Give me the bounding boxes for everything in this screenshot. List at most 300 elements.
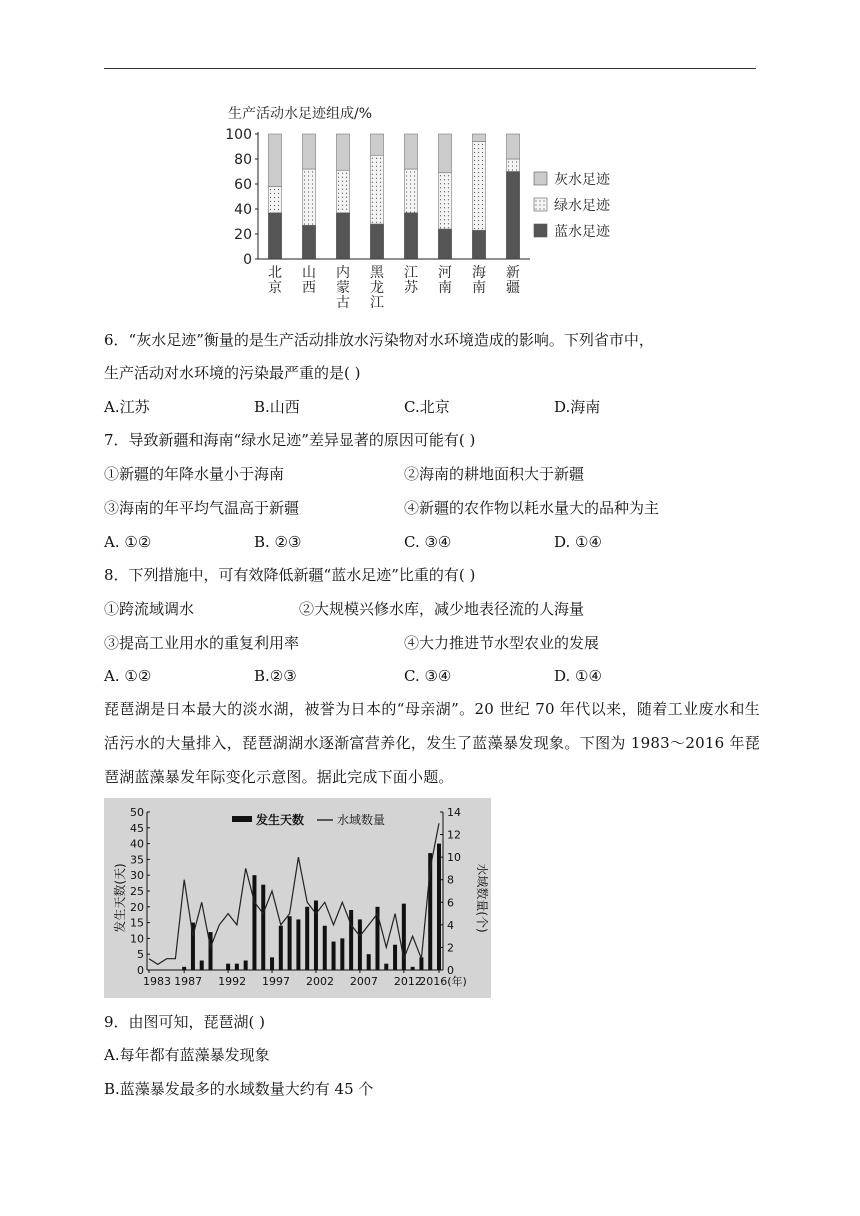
- chart1-bar-dot: [474, 216, 475, 217]
- chart1-bar-dot: [342, 177, 343, 178]
- chart1-bar-dot: [482, 160, 483, 161]
- chart1-bar-dot: [440, 207, 441, 208]
- chart1-bar-segment: [507, 134, 520, 159]
- chart1-bar-dot: [482, 152, 483, 153]
- chart1-bar-dot: [308, 203, 309, 204]
- chart1-bar-dot: [312, 199, 313, 200]
- chart1-bar-dot: [474, 208, 475, 209]
- chart1-bar-dot: [482, 144, 483, 145]
- chart1-bar-dot: [346, 197, 347, 198]
- q9-option-b: B.蓝藻暴发最多的水域数量大约有 45 个: [104, 1080, 374, 1098]
- chart1-y-tick-label: 40: [234, 202, 252, 218]
- chart1-bar-dot: [478, 168, 479, 169]
- chart1-bar-dot: [478, 184, 479, 185]
- chart2-left-tick-label: 40: [130, 837, 144, 851]
- chart1-bar-dot: [346, 177, 347, 178]
- chart2-bar: [288, 916, 292, 970]
- chart1-legend-dot: [539, 204, 540, 205]
- chart1-legend-dot: [543, 204, 544, 205]
- q6-option-a: A.江苏: [104, 398, 150, 416]
- chart1-bar-dot: [414, 195, 415, 196]
- chart1-bar-dot: [274, 205, 275, 206]
- chart1-y-tick-label: 60: [234, 177, 252, 193]
- chart1-bar-dot: [312, 191, 313, 192]
- chart1-bar-dot: [312, 223, 313, 224]
- chart2-bar: [340, 938, 344, 970]
- chart2-right-tick-label: 14: [447, 806, 461, 819]
- chart1-bar-dot: [376, 190, 377, 191]
- chart1-bar-dot: [304, 183, 305, 184]
- chart1-bar-dot: [478, 180, 479, 181]
- chart1-bar-dot: [346, 205, 347, 206]
- chart1-bar-dot: [278, 201, 279, 202]
- chart1-bar-dot: [312, 215, 313, 216]
- chart1-bar-dot: [414, 199, 415, 200]
- chart1-bar-dot: [444, 179, 445, 180]
- chart1-bar-dot: [414, 183, 415, 184]
- chart2-bar: [332, 942, 336, 970]
- chart1-bar-dot: [474, 160, 475, 161]
- chart1-bar-dot: [308, 207, 309, 208]
- chart1-x-tick-label: 龙: [370, 280, 384, 296]
- chart1-bar-dot: [342, 201, 343, 202]
- chart1-y-tick-label: 80: [234, 152, 252, 168]
- chart1-bar-dot: [448, 183, 449, 184]
- chart1-bar-dot: [346, 173, 347, 174]
- chart1-x-tick-label: 河: [438, 265, 452, 281]
- chart1-bar-dot: [304, 195, 305, 196]
- chart1-bar-dot: [372, 222, 373, 223]
- chart1-bar-dot: [512, 169, 513, 170]
- chart1-bar-dot: [444, 219, 445, 220]
- chart1-bar-segment: [507, 172, 520, 260]
- chart1-bar-dot: [474, 148, 475, 149]
- q8-option-a: A. ①②: [104, 667, 152, 685]
- chart1-bar-dot: [372, 170, 373, 171]
- chart1-bar-dot: [474, 212, 475, 213]
- chart1-bar-segment: [439, 173, 452, 229]
- q9-stem: 9．由图可知，琵琶湖( ): [104, 1013, 266, 1031]
- chart1-bar-dot: [380, 190, 381, 191]
- chart2-x-tick-label: 2002: [305, 975, 334, 988]
- passage-text: 琵琶湖是日本最大的淡水湖，被誉为日本的“母亲湖”。20 世纪 70 年代以来，随着工业废水和生活污水的大量排入，琵琶湖湖水逐渐富营养化，发生了蓝藻暴发现象。下图为 1983～2016 年琵琶湖蓝藻暴发年际变化示意图。据此完成下面小题。: [104, 700, 760, 786]
- chart1-bar-dot: [304, 203, 305, 204]
- chart1-bar-dot: [444, 203, 445, 204]
- chart1-bar-dot: [448, 203, 449, 204]
- chart1-bar-dot: [380, 218, 381, 219]
- chart1-bar-dot: [482, 168, 483, 169]
- chart1-bar-dot: [440, 227, 441, 228]
- chart1-bar-dot: [448, 191, 449, 192]
- chart1-bar-dot: [278, 189, 279, 190]
- q8-statement-2: ②大规模兴修水库，减少地表径流的人海量: [299, 600, 585, 618]
- chart1-bar-dot: [478, 196, 479, 197]
- chart1-bar-dot: [308, 219, 309, 220]
- chart1-y-tick-label: 0: [243, 252, 252, 268]
- q7-option-b: B. ②③: [254, 533, 302, 551]
- chart1-bar-dot: [380, 210, 381, 211]
- chart1-bar-dot: [338, 197, 339, 198]
- chart2-bar: [393, 945, 397, 970]
- chart1-bar-dot: [478, 144, 479, 145]
- chart1-bar-dot: [440, 211, 441, 212]
- chart1-bar-dot: [372, 198, 373, 199]
- chart1-bar-dot: [406, 211, 407, 212]
- chart1-bar-dot: [372, 210, 373, 211]
- chart1-legend-swatch: [534, 224, 547, 237]
- chart1-bar-dot: [312, 171, 313, 172]
- chart1-bar-dot: [278, 205, 279, 206]
- q7-statement-4: ④新疆的农作物以耗水量大的品种为主: [404, 499, 660, 517]
- chart1-bar-dot: [448, 219, 449, 220]
- chart1-bar-dot: [312, 211, 313, 212]
- chart1-bar-dot: [478, 152, 479, 153]
- chart1-bar-dot: [478, 228, 479, 229]
- chart1-bar-dot: [372, 182, 373, 183]
- chart1-bar-dot: [474, 164, 475, 165]
- chart1-bar-segment: [269, 187, 282, 213]
- chart2-left-tick-label: 30: [130, 869, 144, 883]
- chart1-legend-dot: [535, 200, 536, 201]
- chart1-bar-segment: [439, 134, 452, 173]
- chart1-bar-dot: [414, 175, 415, 176]
- chart1-bar-dot: [448, 195, 449, 196]
- q8-option-c: C. ③④: [404, 667, 452, 685]
- chart1-bar-dot: [406, 179, 407, 180]
- chart1-bar-dot: [342, 197, 343, 198]
- chart1-bar-dot: [274, 209, 275, 210]
- chart1-bar-dot: [304, 175, 305, 176]
- chart1-bar-dot: [512, 161, 513, 162]
- chart1-bar-dot: [304, 211, 305, 212]
- chart1-bar-dot: [508, 161, 509, 162]
- chart1-x-tick-label: 古: [336, 295, 350, 311]
- chart1-bar-dot: [338, 193, 339, 194]
- chart1-bar-dot: [478, 212, 479, 213]
- chart1-bar-dot: [478, 208, 479, 209]
- chart2-bar: [323, 926, 327, 970]
- chart1-x-tick-label: 苏: [404, 280, 418, 296]
- chart1-bar-dot: [448, 223, 449, 224]
- chart2-bar: [252, 875, 256, 970]
- chart1-bar-dot: [346, 201, 347, 202]
- chart1-bar-dot: [270, 201, 271, 202]
- q6-option-b: B.山西: [254, 398, 300, 416]
- chart1-bar-dot: [406, 175, 407, 176]
- chart1-bar-dot: [474, 172, 475, 173]
- chart1-bar-dot: [376, 178, 377, 179]
- chart2-legend-bar-swatch: [232, 816, 252, 822]
- chart1-bar-dot: [304, 191, 305, 192]
- chart1-bar-dot: [478, 176, 479, 177]
- chart1-bar-dot: [482, 220, 483, 221]
- chart1-bar-dot: [444, 223, 445, 224]
- chart1-bar-dot: [444, 227, 445, 228]
- chart2-legend-line-label: 水域数量: [337, 813, 386, 827]
- chart1-bar-dot: [440, 183, 441, 184]
- chart1-legend-label: 蓝水足迹: [554, 224, 610, 240]
- chart1-bar-dot: [270, 197, 271, 198]
- chart1-bar-dot: [274, 193, 275, 194]
- chart1-bar-segment: [303, 225, 316, 259]
- chart1-bar-dot: [410, 203, 411, 204]
- chart2-x-tick-label: 1992: [218, 975, 247, 988]
- chart1-bar-segment: [337, 213, 350, 259]
- chart1-x-tick-label: 京: [268, 280, 282, 296]
- chart1-bar-dot: [414, 203, 415, 204]
- chart1-bar-dot: [474, 180, 475, 181]
- chart1-bar-dot: [338, 181, 339, 182]
- chart1-legend-dot: [535, 208, 536, 209]
- q7-option-d: D. ①④: [554, 533, 602, 551]
- chart2-bar: [182, 967, 186, 970]
- chart1-bar-dot: [440, 195, 441, 196]
- chart1-bar-segment: [439, 229, 452, 259]
- q8-option-d: D. ①④: [554, 667, 602, 685]
- q6-option-d: D.海南: [554, 398, 601, 416]
- chart1-bar-dot: [376, 206, 377, 207]
- chart1-bar-dot: [406, 195, 407, 196]
- chart1-bar-dot: [444, 199, 445, 200]
- chart1-bar-dot: [308, 171, 309, 172]
- chart1-bar-dot: [478, 156, 479, 157]
- chart1-bar-dot: [440, 199, 441, 200]
- chart1-bar-dot: [304, 199, 305, 200]
- chart2-x-tick-label: 2016(年): [419, 975, 467, 988]
- chart1-bar-dot: [414, 187, 415, 188]
- chart1-bar-dot: [270, 193, 271, 194]
- chart1-bar-segment: [303, 169, 316, 225]
- chart1-bar-dot: [482, 164, 483, 165]
- chart1-bar-dot: [380, 162, 381, 163]
- chart1-bar-dot: [304, 219, 305, 220]
- chart1-bar-segment: [405, 213, 418, 259]
- chart1-bar-dot: [380, 170, 381, 171]
- chart1-bar-segment: [269, 213, 282, 259]
- chart1-bar-dot: [474, 184, 475, 185]
- chart1-bar-dot: [312, 183, 313, 184]
- chart1-x-tick-label: 黑: [370, 265, 384, 281]
- chart1-bar-dot: [482, 196, 483, 197]
- chart1-bar-dot: [482, 180, 483, 181]
- chart2-left-tick-label: 45: [130, 821, 144, 835]
- chart1-bar-dot: [508, 165, 509, 166]
- chart1-bar-dot: [312, 187, 313, 188]
- chart1-bar-dot: [304, 179, 305, 180]
- chart1-bar-dot: [448, 207, 449, 208]
- chart1-legend-dot: [543, 208, 544, 209]
- chart1-bar-dot: [444, 211, 445, 212]
- chart1-bar-dot: [376, 186, 377, 187]
- chart1-bar-dot: [308, 179, 309, 180]
- chart1-bar-dot: [376, 194, 377, 195]
- chart1-bar-dot: [406, 171, 407, 172]
- chart1-bar-dot: [308, 215, 309, 216]
- chart1-bar-dot: [346, 185, 347, 186]
- chart1-legend-dot: [539, 208, 540, 209]
- chart1-bar-dot: [406, 199, 407, 200]
- chart1-bar-segment: [473, 230, 486, 259]
- q6-stem-line1: 6．“灰水足迹”衡量的是生产活动排放水污染物对水环境造成的影响。下列省市中，: [104, 331, 654, 349]
- header-rule: [104, 68, 756, 69]
- chart1-bar-dot: [478, 160, 479, 161]
- chart1-bar-dot: [338, 201, 339, 202]
- chart1-bar-dot: [448, 175, 449, 176]
- chart2-bar: [200, 961, 204, 970]
- chart1-bar-dot: [474, 144, 475, 145]
- chart1-bar-dot: [414, 179, 415, 180]
- chart1-bar-dot: [482, 188, 483, 189]
- chart1-bar-dot: [376, 214, 377, 215]
- chart2-left-tick-label: 35: [130, 853, 144, 867]
- chart1-x-tick-label: 内: [336, 265, 350, 281]
- chart1-bar-dot: [372, 194, 373, 195]
- q7-stem: 7．导致新疆和海南“绿水足迹”差异显著的原因可能有( ): [104, 431, 476, 449]
- chart2-right-axis-label: 水域数量(个): [475, 863, 489, 933]
- chart1-bar-dot: [474, 188, 475, 189]
- q7-statement-2: ②海南的耕地面积大于新疆: [404, 465, 585, 483]
- chart1-bar-dot: [444, 215, 445, 216]
- chart1-bar-dot: [474, 196, 475, 197]
- chart1-x-tick-label: 北: [268, 265, 282, 281]
- chart1-x-tick-label: 南: [472, 280, 486, 296]
- chart1-bar-dot: [376, 202, 377, 203]
- chart1-bar-dot: [448, 179, 449, 180]
- chart1-bar-dot: [410, 191, 411, 192]
- chart1-bar-dot: [516, 169, 517, 170]
- chart1-bar-dot: [410, 175, 411, 176]
- chart1-bar-segment: [371, 224, 384, 259]
- chart1-bar-dot: [380, 194, 381, 195]
- chart1-bar-dot: [482, 212, 483, 213]
- chart1-bar-dot: [338, 209, 339, 210]
- chart2-right-tick-label: 4: [447, 918, 454, 932]
- chart1-bar-segment: [405, 134, 418, 169]
- chart1-bar-segment: [337, 170, 350, 213]
- chart1-bar-dot: [372, 206, 373, 207]
- chart1-bar-dot: [474, 156, 475, 157]
- chart1-bar-dot: [312, 207, 313, 208]
- chart1-bar-dot: [346, 209, 347, 210]
- chart1-bar-dot: [406, 203, 407, 204]
- chart1-bar-dot: [410, 199, 411, 200]
- chart1-bar-dot: [342, 205, 343, 206]
- chart1-bar-dot: [346, 189, 347, 190]
- chart2-right-tick-label: 6: [447, 896, 454, 910]
- chart1-bar-dot: [474, 176, 475, 177]
- chart1-bar-dot: [372, 214, 373, 215]
- chart1-bar-dot: [376, 198, 377, 199]
- chart1-bar-dot: [376, 174, 377, 175]
- chart1-bar-dot: [274, 201, 275, 202]
- chart1-bar-segment: [473, 134, 486, 142]
- chart1-bar-dot: [312, 203, 313, 204]
- chart1-bar-dot: [308, 223, 309, 224]
- chart2-bar: [384, 964, 388, 970]
- chart2-left-tick-label: 10: [130, 932, 144, 946]
- chart2-x-tick-label: 1983: [143, 975, 171, 988]
- chart1-bar-dot: [440, 175, 441, 176]
- chart1-bar-dot: [508, 169, 509, 170]
- q8-statement-1: ①跨流域调水: [104, 600, 195, 618]
- chart1-bar-dot: [342, 209, 343, 210]
- chart1-bar-dot: [482, 228, 483, 229]
- chart1-bar-dot: [342, 185, 343, 186]
- chart1-bar-dot: [304, 171, 305, 172]
- chart1-bar-dot: [346, 181, 347, 182]
- chart1-bar-dot: [274, 197, 275, 198]
- chart1-bar-segment: [303, 134, 316, 169]
- chart1-bar-dot: [304, 215, 305, 216]
- chart2-legend-bar-label: 发生天数: [256, 813, 305, 827]
- chart1-bar-dot: [478, 192, 479, 193]
- chart1-bar-dot: [308, 211, 309, 212]
- chart2-left-axis-label: 发生天数(天): [113, 863, 127, 933]
- chart2-bar: [270, 957, 274, 970]
- chart2-bar: [244, 961, 248, 970]
- chart1-bar-dot: [342, 173, 343, 174]
- chart1-bar-dot: [372, 186, 373, 187]
- chart1-bar-dot: [308, 175, 309, 176]
- chart1-bar-dot: [376, 158, 377, 159]
- chart1-bar-segment: [371, 134, 384, 155]
- chart1-bar-dot: [278, 209, 279, 210]
- chart1-y-tick-label: 100: [225, 127, 252, 143]
- chart1-x-tick-label: 南: [438, 280, 452, 296]
- chart1-bar-dot: [278, 193, 279, 194]
- chart2-bar: [349, 910, 353, 970]
- chart1-bar-dot: [516, 165, 517, 166]
- chart2-left-tick-label: 20: [130, 900, 144, 914]
- q8-statement-4: ④大力推进节水型农业的发展: [404, 634, 600, 652]
- chart1-bar-dot: [278, 197, 279, 198]
- chart1-bar-dot: [308, 183, 309, 184]
- chart1-bar-dot: [444, 207, 445, 208]
- chart1-bar-dot: [406, 207, 407, 208]
- chart1-legend-label: 绿水足迹: [554, 198, 610, 214]
- chart1-bar-dot: [482, 208, 483, 209]
- chart1-bar-dot: [482, 176, 483, 177]
- chart1-ylabel: 生产活动水足迹组成/%: [228, 106, 373, 122]
- chart1-bar-dot: [376, 210, 377, 211]
- chart1-bar-dot: [372, 218, 373, 219]
- chart1-bar-dot: [376, 170, 377, 171]
- chart1-bar-dot: [376, 218, 377, 219]
- chart1-bar-dot: [474, 224, 475, 225]
- chart2-right-tick-label: 10: [447, 851, 461, 865]
- chart1-bar-dot: [444, 187, 445, 188]
- chart1-bar-dot: [304, 207, 305, 208]
- chart1-bar-dot: [448, 227, 449, 228]
- chart2-left-tick-label: 5: [137, 948, 144, 962]
- chart1-bar-dot: [312, 219, 313, 220]
- chart1-bar-dot: [270, 189, 271, 190]
- q7-option-a: A. ①②: [104, 533, 152, 551]
- chart1-bar-dot: [440, 215, 441, 216]
- chart1-bar-dot: [274, 189, 275, 190]
- chart1-bar-dot: [270, 205, 271, 206]
- chart2-left-tick-label: 0: [137, 964, 144, 977]
- chart2-bar: [226, 964, 230, 970]
- q8-option-b: B.②③: [254, 667, 297, 685]
- chart1-bar-dot: [478, 148, 479, 149]
- chart1-y-tick-label: 20: [234, 227, 252, 243]
- chart2-bar: [305, 907, 309, 970]
- chart1-bar-dot: [410, 183, 411, 184]
- chart1-bar-dot: [474, 200, 475, 201]
- chart1-bar-dot: [380, 186, 381, 187]
- chart1-bar-dot: [380, 166, 381, 167]
